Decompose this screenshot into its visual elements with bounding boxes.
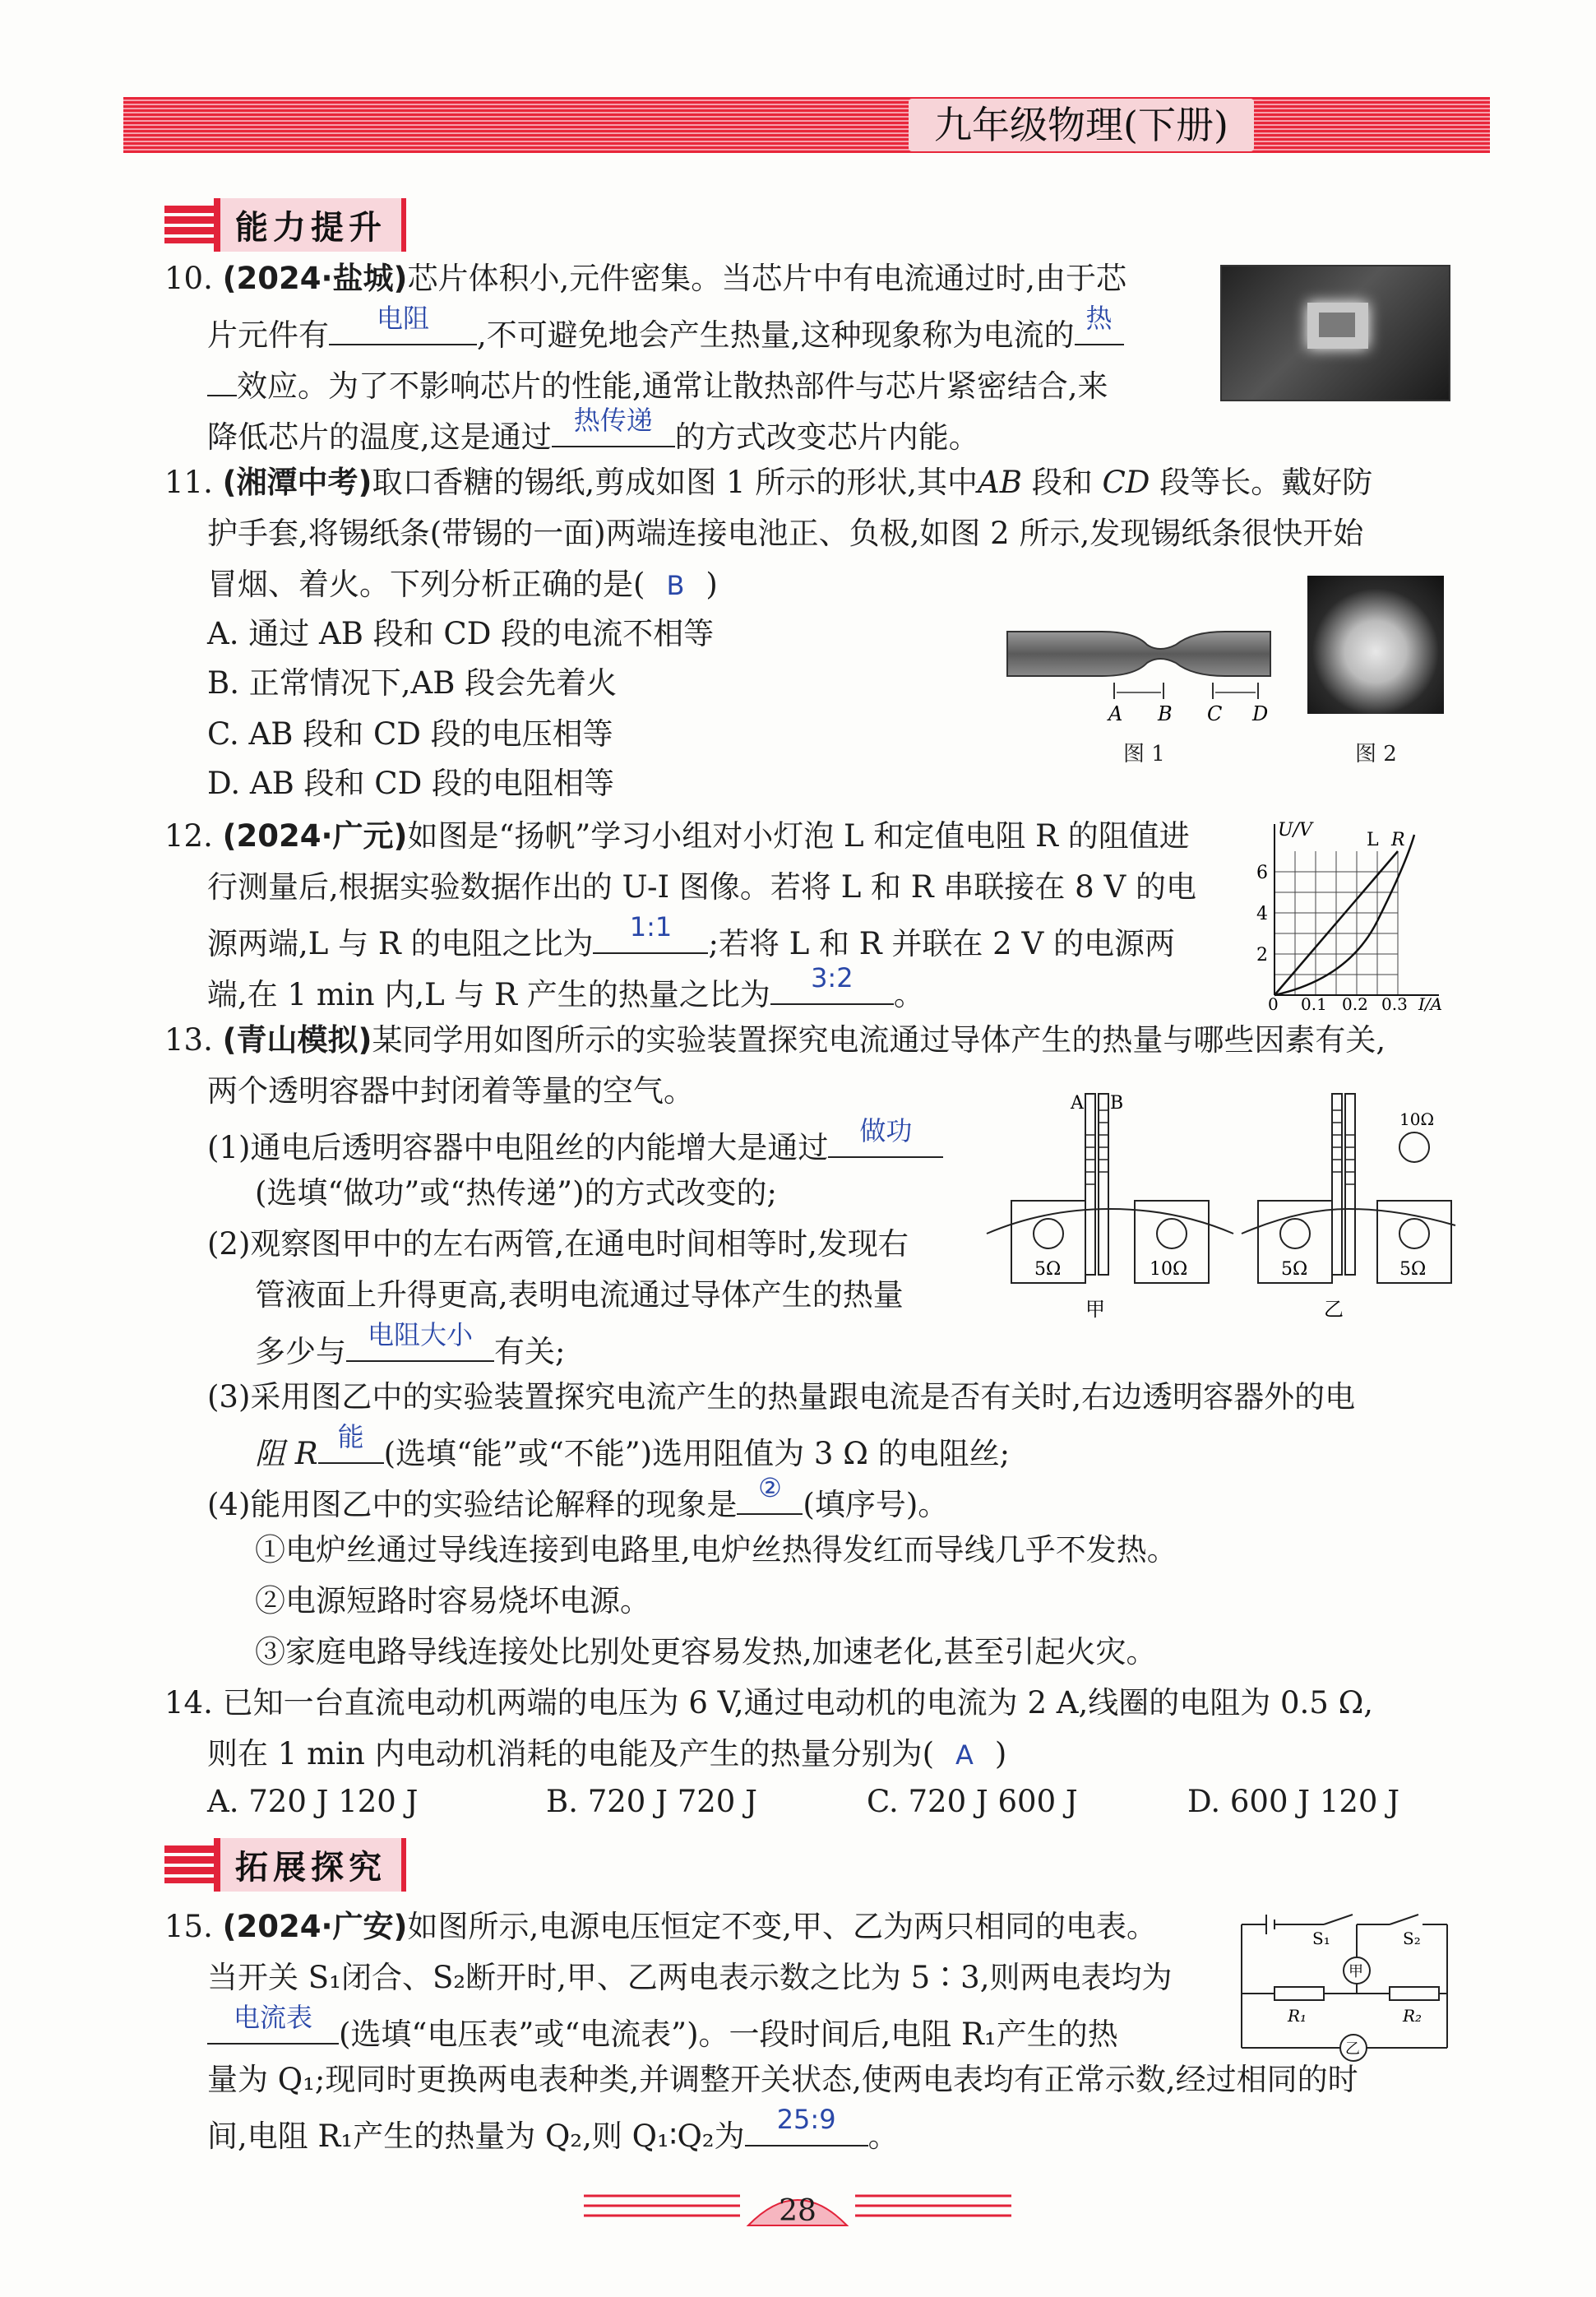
resistor-5b-label: 5Ω <box>1281 1259 1308 1280</box>
section-bars-icon <box>164 1845 214 1883</box>
q14-option-b: B. 720 J 720 J <box>546 1784 757 1819</box>
q15-blank1: 电流表 <box>207 2008 339 2045</box>
section-ability-text: 能力提升 <box>214 198 406 252</box>
q14-line1: 14. 已知一台直流电动机两端的电压为 6 V,通过电动机的电流为 2 A,线圈的电阻为 0.5 Ω, <box>164 1685 1374 1720</box>
q13-p3b: 阻 R 能 (选填“能”或“不能”)选用阻值为 3 Ω 的电阻丝; <box>255 1421 1011 1471</box>
resistor-5-label: 5Ω <box>1034 1259 1062 1280</box>
q11-option-d: D. AB 段和 CD 段的电阻相等 <box>207 766 615 801</box>
q13-p1a: (1)通电后透明容器中电阻丝的内能增大是通过 做功 <box>207 1122 943 1169</box>
q15-line4: 量为 Q₁;现同时更换两电表种类,并调整开关状态,使两电表均有正常示数,经过相同的时 <box>207 2062 1358 2097</box>
q13-p2b: 管液面上升得更高,表明电流通过导体产生的热量 <box>255 1277 904 1313</box>
switch-s2-label: S₂ <box>1403 1929 1421 1948</box>
q13-option-1: ①电炉丝通过导线连接到电路里,电炉丝热得发红而导线几乎不发热。 <box>255 1532 1177 1568</box>
q11-option-c: C. AB 段和 CD 段的电压相等 <box>207 716 613 752</box>
q13-line2: 两个透明容器中封闭着等量的空气。 <box>207 1073 694 1109</box>
q12-line4: 端,在 1 min 内,L 与 R 产生的热量之比为 3:2 。 <box>207 962 924 1012</box>
ui-graph <box>1250 814 1455 1012</box>
q12-blank2: 3:2 <box>770 969 894 1005</box>
q12-line2: 行测量后,根据实验数据作出的 U-I 图像。若将 L 和 R 串联接在 8 V 的电 <box>207 869 1196 905</box>
q13-p4: (4)能用图乙中的实验结论解释的现象是 ② (填序号)。 <box>207 1472 949 1522</box>
x-tick: 0.3 <box>1381 994 1408 1012</box>
series-l-label: L <box>1367 830 1379 850</box>
section-ability-label <box>164 201 406 248</box>
q12-line3: 源两端,L 与 R 的电阻之比为 1:1 ;若将 L 和 R 并联在 2 V 的电源两 <box>207 911 1175 961</box>
x-axis-label: I/A <box>1418 994 1443 1012</box>
q10-line4: 降低芯片的温度,这是通过 热传递 的方式改变芯片内能。 <box>207 405 979 455</box>
q11-line2: 护手套,将锡纸条(带锡的一面)两端连接电池正、负极,如图 2 所示,发现锡纸条很快开始 <box>207 516 1364 551</box>
section-bars-icon <box>164 206 214 243</box>
q13-p3a: (3)采用图乙中的实验装置探究电流产生的热量跟电流是否有关时,右边透明容器外的电 <box>207 1379 1356 1415</box>
q13-option-2: ②电源短路时容易烧坏电源。 <box>255 1583 650 1619</box>
y-axis-label: U/V <box>1278 820 1312 841</box>
q14-option-a: A. 720 J 120 J <box>207 1784 419 1819</box>
q14-option-d: D. 600 J 120 J <box>1187 1784 1400 1819</box>
circuit-diagram <box>1233 1908 1455 2064</box>
hand-photo <box>1307 576 1444 714</box>
switch-s1-label: S₁ <box>1312 1929 1330 1948</box>
chip-photo <box>1220 265 1450 401</box>
x-tick: 0 <box>1268 994 1279 1012</box>
tube-a-label: A <box>1071 1093 1084 1114</box>
meter-yi-label: 乙 <box>1345 2040 1360 2058</box>
q15-line3: 电流表 (选填“电压表”或“电流表”)。一段时间后,电阻 R₁产生的热 <box>207 2008 1118 2055</box>
q13-blank4: ② <box>737 1479 803 1515</box>
resistor-r2-label: R₂ <box>1403 2006 1423 2026</box>
y-tick: 4 <box>1256 904 1268 924</box>
label-c: C <box>1207 702 1223 725</box>
resistor-r1-label: R₁ <box>1288 2006 1307 2026</box>
heating-apparatus-figure <box>970 1086 1464 1324</box>
q12-line1: 12. (2024·广元)如图是“扬帆”学习小组对小灯泡 L 和定值电阻 R 的阻值进 <box>164 818 1190 854</box>
q15-blank2: 25:9 <box>745 2110 868 2146</box>
resistor-5c-label: 5Ω <box>1399 1259 1427 1280</box>
q14-line2: 则在 1 min 内电动机消耗的电能及产生的热量分别为( A ) <box>207 1736 1007 1771</box>
q15-line1: 15. (2024·广安)如图所示,电源电压恒定不变,甲、乙为两只相同的电表。 <box>164 1909 1157 1944</box>
fig-yi-caption: 乙 <box>1324 1298 1344 1321</box>
q13-p1b: (选填“做功”或“热传递”)的方式改变的; <box>255 1175 777 1211</box>
x-tick: 0.1 <box>1301 994 1327 1012</box>
resistor-10-top-label: 10Ω <box>1399 1109 1435 1129</box>
meter-jia-label: 甲 <box>1349 1963 1363 1980</box>
section-extend-text: 拓展探究 <box>214 1838 406 1892</box>
q13-blank2: 电阻大小 <box>346 1326 494 1362</box>
q10-blank3: 热传递 <box>552 411 675 447</box>
q13-blank3: 能 <box>318 1428 384 1464</box>
foil-strip-figure <box>1003 617 1274 732</box>
label-a: A <box>1108 702 1123 725</box>
q10-line1: 10. (2024·盐城)芯片体积小,元件密集。当芯片中有电流通过时,由于芯 <box>164 261 1126 296</box>
header-band <box>123 97 1490 153</box>
q11-line3: 冒烟、着火。下列分析正确的是( B ) <box>207 567 718 602</box>
q10-blank1: 电阻 <box>329 309 477 345</box>
fig-jia-caption: 甲 <box>1085 1298 1105 1321</box>
q13-blank1: 做功 <box>828 1122 943 1158</box>
q10-blank2: 热 <box>1075 309 1124 345</box>
series-r-label: R <box>1391 830 1405 850</box>
tube-b-label: B <box>1110 1093 1124 1114</box>
fig1-caption: 图 1 <box>1123 742 1165 766</box>
q15-line2: 当开关 S₁闭合、S₂断开时,甲、乙两电表示数之比为 5∶3,则两电表均为 <box>207 1960 1173 1995</box>
q10-line2: 片元件有 电阻 ,不可避免地会产生热量,这种现象称为电流的 热 <box>207 309 1124 356</box>
label-b: B <box>1158 702 1173 725</box>
page-number: 28 <box>779 2194 817 2228</box>
q11-option-b: B. 正常情况下,AB 段会先着火 <box>207 665 618 701</box>
y-tick: 6 <box>1256 863 1268 883</box>
q14-option-c: C. 720 J 600 J <box>867 1784 1078 1819</box>
q13-p2c: 多少与 电阻大小 有关; <box>255 1319 566 1369</box>
q15-line5: 间,电阻 R₁产生的热量为 Q₂,则 Q₁∶Q₂为 25:9 。 <box>207 2104 899 2154</box>
y-tick: 2 <box>1256 945 1268 966</box>
q11-option-a: A. 通过 AB 段和 CD 段的电流不相等 <box>207 616 715 651</box>
page-header-title: 九年级物理(下册) <box>909 99 1254 151</box>
x-tick: 0.2 <box>1342 994 1368 1012</box>
q10-line3: 效应。为了不影响芯片的性能,通常让散热部件与芯片紧密结合,来 <box>207 360 1108 407</box>
q13-line1: 13. (青山模拟)某同学用如图所示的实验装置探究电流通过导体产生的热量与哪些因素有关, <box>164 1022 1386 1058</box>
fig2-caption: 图 2 <box>1355 742 1397 766</box>
q12-blank1: 1:1 <box>593 918 708 954</box>
label-d: D <box>1252 702 1269 725</box>
q13-p2a: (2)观察图甲中的左右两管,在通电时间相等时,发现右 <box>207 1226 909 1262</box>
q13-option-3: ③家庭电路导线连接处比别处更容易发热,加速老化,甚至引起火灾。 <box>255 1634 1157 1669</box>
section-extend-label <box>164 1841 406 1888</box>
q11-line1: 11. (湘潭中考)取口香糖的锡纸,剪成如图 1 所示的形状,其中AB 段和 CD 段等长。戴好防 <box>164 465 1373 500</box>
resistor-10-label: 10Ω <box>1150 1259 1188 1280</box>
